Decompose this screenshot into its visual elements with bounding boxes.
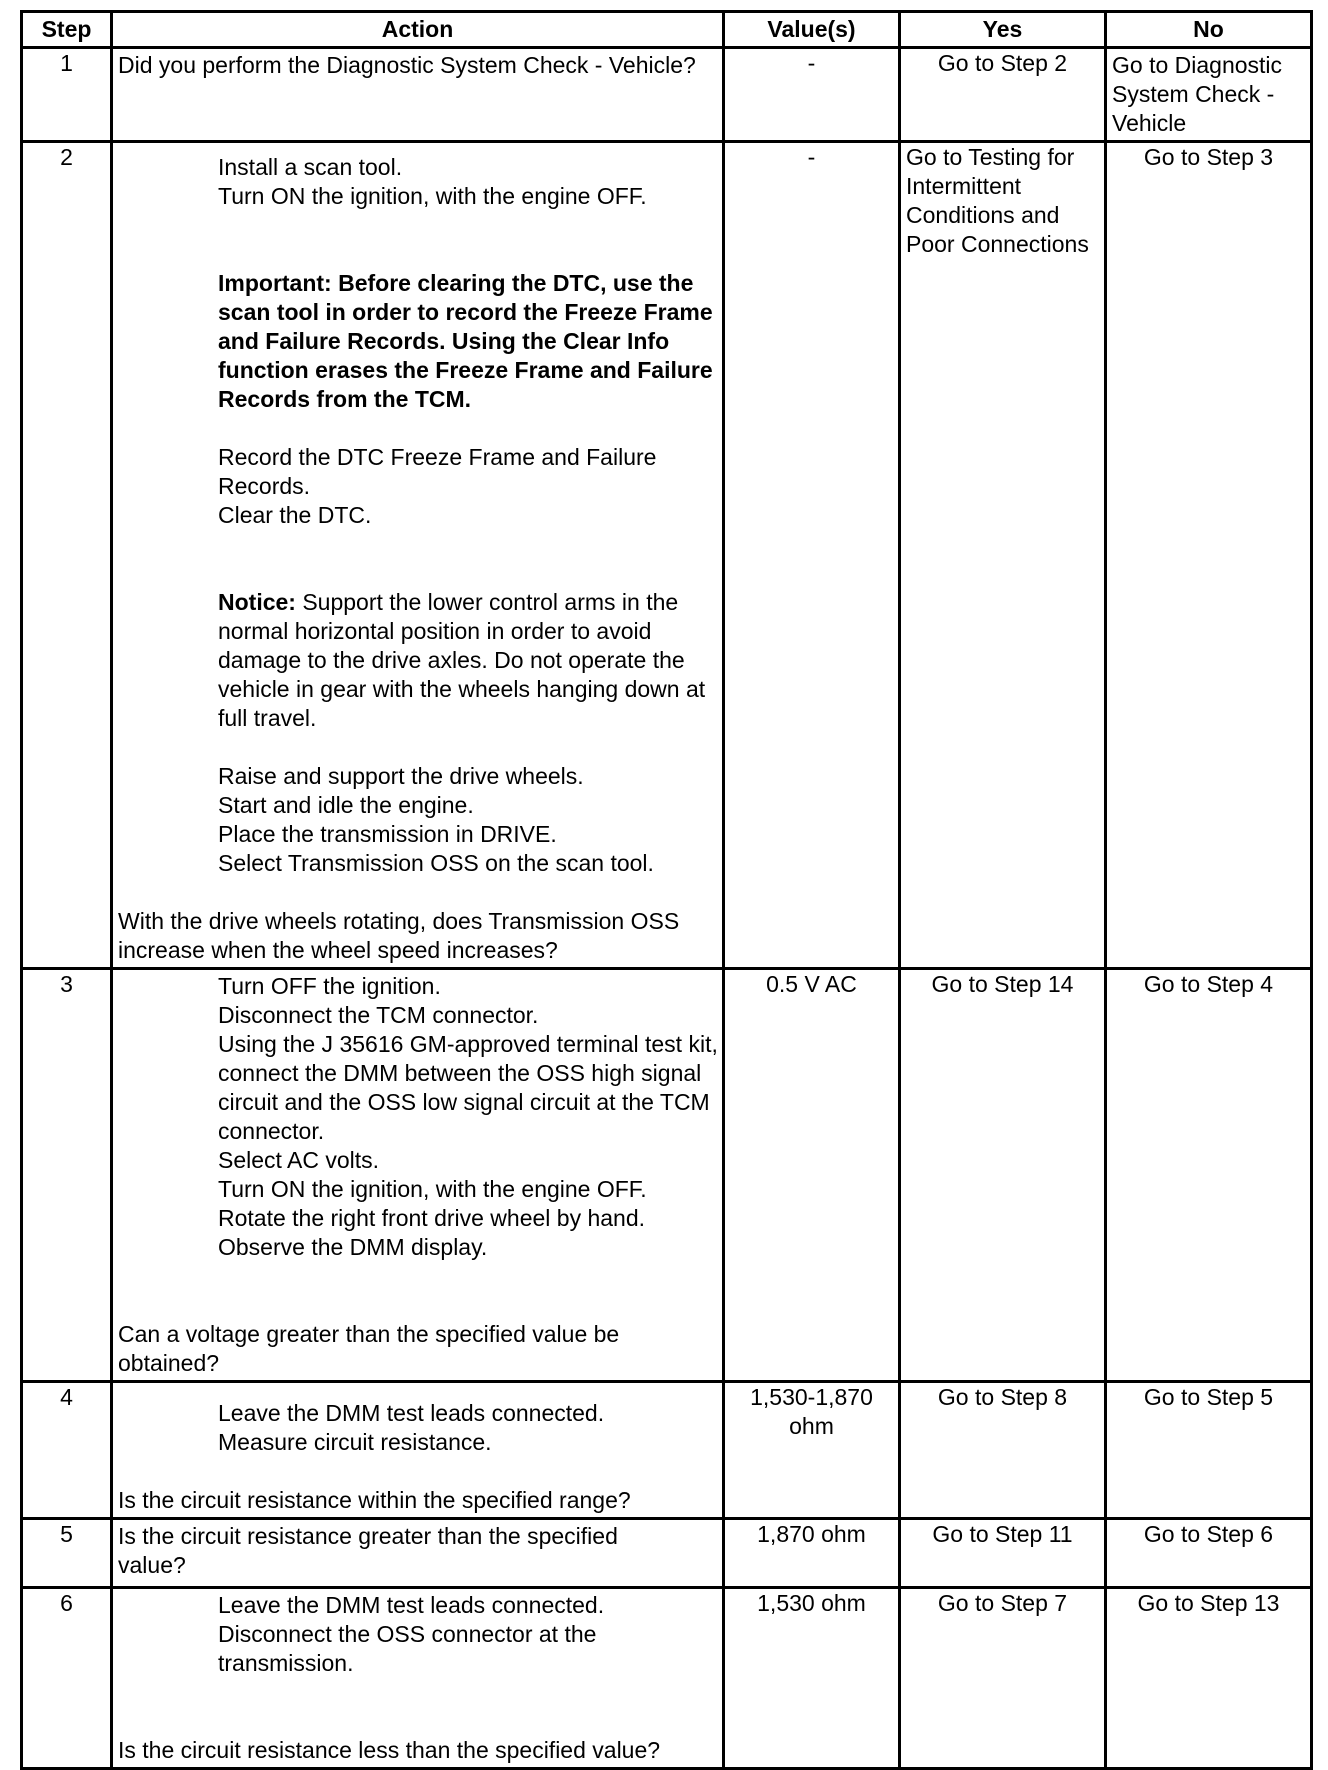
no-cell xyxy=(1106,1382,1312,1519)
yes-cell xyxy=(900,1382,1106,1519)
no-link[interactable]: Go to Step 13 xyxy=(1137,1590,1280,1616)
step-number: 4 xyxy=(22,1382,112,1519)
table-row xyxy=(22,48,1312,142)
action-line: Rotate the right front drive wheel by hand. xyxy=(218,1205,646,1231)
notice-label: Notice: xyxy=(218,589,296,615)
no-cell xyxy=(1106,1519,1312,1588)
value-cell: - xyxy=(724,142,900,969)
action-cell xyxy=(112,48,724,142)
header-action: Action xyxy=(112,12,724,48)
action-line: Disconnect the TCM connector. xyxy=(218,1002,539,1028)
action-line: Turn ON the ignition, with the engine OFF. xyxy=(218,183,647,209)
action-line: Start and idle the engine. xyxy=(218,792,474,818)
table-row xyxy=(22,1519,1312,1588)
header-yes: Yes xyxy=(900,12,1106,48)
yes-cell xyxy=(900,969,1106,1382)
action-question: Can a voltage greater than the specified value be obtained? xyxy=(118,1321,620,1376)
yes-link[interactable]: Go to Step 2 xyxy=(937,50,1068,76)
notice-text: Support the lower control arms in the normal horizontal position in order to avoid damage to the drive axles. Do not operate the vehicle in gear with the wheels hanging down at full travel. xyxy=(218,589,706,731)
step-number: 3 xyxy=(22,969,112,1382)
action-question: Did you perform the Diagnostic System Check - Vehicle? xyxy=(118,52,696,78)
important-note: Important: Before clearing the DTC, use the scan tool in order to record the Freeze Frame and Failure Records. Using the Clear Info function erases the Freeze Frame and Failure Records from the TCM. xyxy=(218,270,713,412)
value-cell: 1,870 ohm xyxy=(724,1519,900,1588)
action-line: Using the J 35616 GM-approved terminal test kit, connect the DMM between the OSS high signal circuit and the OSS low signal circuit at the TCM connector. xyxy=(218,1031,718,1144)
action-cell xyxy=(112,1588,724,1769)
header-step: Step xyxy=(22,12,112,48)
action-line: Observe the DMM display. xyxy=(218,1234,488,1260)
action-line: Install a scan tool. xyxy=(218,154,403,180)
yes-link[interactable]: Go to Step 7 xyxy=(937,1590,1068,1616)
action-line: Turn OFF the ignition. xyxy=(218,973,441,999)
action-line: Record the DTC Freeze Frame and Failure Records. xyxy=(218,444,657,499)
action-line: Select Transmission OSS on the scan tool. xyxy=(218,850,654,876)
no-link[interactable]: Go to Step 3 xyxy=(1143,144,1274,170)
action-line: Leave the DMM test leads connected. xyxy=(218,1400,605,1426)
value-text: 1,530-1,870 ohm xyxy=(750,1384,873,1439)
step-number: 5 xyxy=(22,1519,112,1588)
yes-link[interactable]: Go to Testing for Intermittent Conditions and Poor Connections xyxy=(906,144,1089,257)
step-number: 6 xyxy=(22,1588,112,1769)
no-link[interactable]: Go to Diagnostic System Check - Vehicle xyxy=(1112,52,1283,136)
yes-cell xyxy=(900,142,1106,969)
no-cell xyxy=(1106,48,1312,142)
no-cell xyxy=(1106,969,1312,1382)
header-row xyxy=(22,12,1312,48)
diagnostic-table xyxy=(20,10,1313,1770)
value-cell: 0.5 V AC xyxy=(724,969,900,1382)
step-number: 2 xyxy=(22,142,112,969)
table-row xyxy=(22,969,1312,1382)
yes-link[interactable]: Go to Step 14 xyxy=(931,971,1074,997)
no-cell xyxy=(1106,1588,1312,1769)
action-line: Disconnect the OSS connector at the transmission. xyxy=(218,1621,597,1676)
yes-link[interactable]: Go to Step 8 xyxy=(937,1384,1068,1410)
header-no: No xyxy=(1106,12,1312,48)
notice-note xyxy=(113,588,722,733)
value-cell xyxy=(724,1382,900,1519)
yes-cell xyxy=(900,48,1106,142)
no-link[interactable]: Go to Step 6 xyxy=(1143,1521,1274,1547)
action-cell xyxy=(112,1382,724,1519)
action-question: Is the circuit resistance within the specified range? xyxy=(118,1487,631,1513)
no-link[interactable]: Go to Step 5 xyxy=(1143,1384,1274,1410)
action-question: With the drive wheels rotating, does Transmission OSS increase when the wheel speed increases? xyxy=(118,908,680,963)
table-row xyxy=(22,1588,1312,1769)
action-cell xyxy=(112,969,724,1382)
value-cell: - xyxy=(724,48,900,142)
no-link[interactable]: Go to Step 4 xyxy=(1143,971,1274,997)
value-cell: 1,530 ohm xyxy=(724,1588,900,1769)
action-cell xyxy=(112,142,724,969)
action-cell xyxy=(112,1519,724,1588)
header-values: Value(s) xyxy=(724,12,900,48)
action-line: Select AC volts. xyxy=(218,1147,380,1173)
step-number: 1 xyxy=(22,48,112,142)
yes-cell xyxy=(900,1588,1106,1769)
action-line: Measure circuit resistance. xyxy=(218,1429,492,1455)
action-line: Clear the DTC. xyxy=(218,502,372,528)
action-line: Raise and support the drive wheels. xyxy=(218,763,584,789)
action-question: Is the circuit resistance less than the specified value? xyxy=(118,1737,661,1763)
action-line: Turn ON the ignition, with the engine OFF. xyxy=(218,1176,647,1202)
yes-link[interactable]: Go to Step 11 xyxy=(932,1521,1073,1547)
table-row xyxy=(22,1382,1312,1519)
no-cell xyxy=(1106,142,1312,969)
table-row xyxy=(22,142,1312,969)
action-question: Is the circuit resistance greater than the specified value? xyxy=(118,1523,618,1578)
yes-cell xyxy=(900,1519,1106,1588)
action-line: Place the transmission in DRIVE. xyxy=(218,821,557,847)
action-line: Leave the DMM test leads connected. xyxy=(218,1592,605,1618)
